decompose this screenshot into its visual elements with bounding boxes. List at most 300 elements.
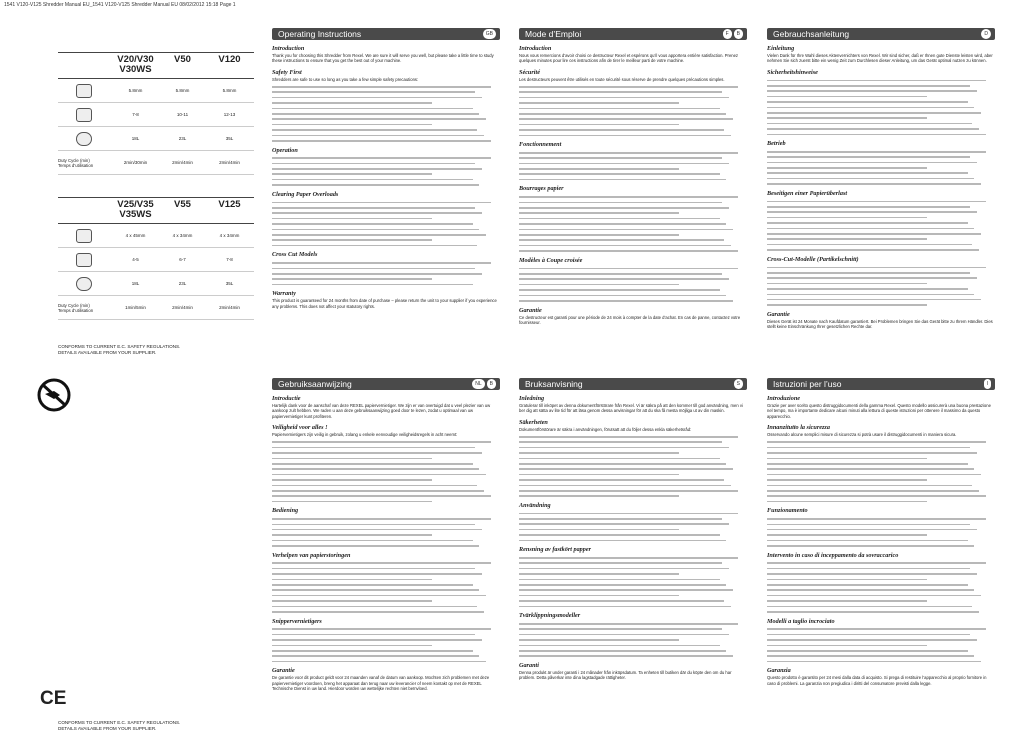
section-heading: Veiligheid voor alles ! [272,424,328,432]
text-line [272,540,473,542]
text-line [519,589,733,591]
spec-value: 7-8 [132,112,139,117]
section-heading: Garantie [767,310,790,318]
text-line [767,201,986,203]
text-line [272,273,482,275]
section-text: Hartelijk dank voor de aanschaf van deze REXEL papiervernietiger. We zijn er van overtuigd dat u veel plezier van uw aankoop zult hebben. We raden u aan deze gebruiksaanwijzing goed door te lezen, zodat u optimaal van uw papiervernietiger kunt profiteren. [272,403,491,419]
text-line [519,557,738,559]
text-line [767,267,986,269]
model-name: V20/V30 V30WS [117,54,154,75]
text-line [767,206,970,208]
text-line [272,573,482,575]
spec-value: 7-8 [226,257,233,262]
spec-value: 2min/4min [172,160,193,165]
language-badge: F [723,29,732,39]
text-line [519,639,679,641]
text-line [519,458,720,460]
text-line [519,91,722,93]
text-line [272,229,479,231]
text-line [272,179,473,181]
text-line [767,518,986,520]
conformity-note-bottom: CONFORMS TO CURRENT E.C. SAFETY REGULATIONS. DETAILS AVAILABLE FROM YOUR SUPPLIER. [58,720,181,731]
text-line [519,436,738,438]
text-line [519,600,724,602]
text-line [272,645,432,647]
text-line [767,211,977,213]
text-line [272,529,482,531]
section-text: Osservando alcune semplici misure di sicurezza si potrà usare il distruggidocumenti in maniera sicura. [767,432,957,438]
spec-table-header [58,197,254,224]
ce-mark: CE [40,688,67,709]
text-line [767,217,927,219]
text-line [272,223,473,225]
text-line [272,278,432,280]
spec-value: 4 x 34mm [219,233,240,238]
text-line [767,288,968,290]
text-line [519,529,679,531]
section-heading: Beseitigen einer Papierüberlast [767,189,848,197]
text-line [767,85,970,87]
text-line [272,239,432,241]
text-line [519,179,726,181]
text-line [272,485,477,487]
section-text: Gratulerar till inköpet av denna dokumentförstörare från Rexel. Vi är säkra på att den kommer till god användning, men vi ber dig att sätta av lite tid för att läsa genom dessa anvisningar för att du ska få mesta möjliga ut av din maskin. [519,403,743,414]
spec-row-duty [58,151,254,175]
text-line [272,479,432,481]
spec-value: 18L [131,281,140,286]
text-line [519,490,738,492]
text-line [767,272,970,274]
section-title-bar [519,28,747,40]
text-line [272,268,475,270]
text-line [272,589,479,591]
text-line [272,118,486,120]
text-line [272,91,475,93]
text-line [272,202,491,204]
text-line [519,202,722,204]
text-line [767,283,927,285]
section-title-bar [272,28,500,40]
text-line [272,97,482,99]
text-line [767,277,977,279]
text-line [767,634,970,636]
section-heading: Funzionamento [767,507,808,515]
text-line [519,534,720,536]
text-line [519,207,729,209]
text-line [767,117,927,119]
text-line [519,245,731,247]
spec-value: 6-7 [179,257,186,262]
text-line [519,196,738,198]
text-line [767,123,972,125]
section-title-bar [767,28,995,40]
column-gb [272,28,500,309]
spec-value: 4-5 [132,257,139,262]
text-line [767,501,927,503]
text-line [767,661,981,663]
text-line [767,562,986,564]
spec-value: 18L [131,136,140,141]
spec-row-sheets [58,103,254,127]
text-line [519,300,733,302]
text-line [767,233,981,235]
text-line [767,611,979,613]
text-line [767,96,927,98]
text-line [272,579,432,581]
text-line [519,173,720,175]
text-line [767,650,968,652]
text-line [272,661,486,663]
text-line [767,645,927,647]
section-heading: Innanzitutto la sicurezza [767,424,830,432]
text-line [272,501,432,503]
text-line [519,441,722,443]
spec-value: 5.8mm [128,88,143,93]
text-line [767,178,974,180]
section-heading: Sicherheitshinweise [767,68,818,76]
text-line [519,168,679,170]
duty-cycle-label: Duty Cycle (min) Temps d’utilisation [58,302,94,313]
text-line [519,595,679,597]
spec-table-header [58,52,254,79]
text-line [272,490,484,492]
text-line [519,163,729,165]
duty-cycle-label: Duty Cycle (min) Temps d’utilisation [58,157,94,168]
text-line [519,463,726,465]
text-line [272,474,486,476]
conformity-note: CONFORMS TO CURRENT E.C. SAFETY REGULATIONS. DETAILS AVAILABLE FROM YOUR SUPPLIER. [58,344,181,355]
text-line [767,101,968,103]
spec-value: 35L [225,136,234,141]
text-line [519,284,679,286]
model-name: V120 [218,54,241,65]
section-text: Thank you for choosing this Shredder from Rexel. We are sure it will serve you well, but please take a little time to study these instructions to ensure that you get the best out of your machine. [272,53,494,64]
text-line [519,447,729,449]
text-line [272,568,475,570]
text-line [272,534,432,536]
text-line [272,102,432,104]
text-line [272,468,479,470]
section-heading: Cross Cut Models [272,251,318,259]
text-line [519,118,733,120]
text-line [519,650,726,652]
section-title-bar [519,378,747,390]
section-heading: Safety First [272,68,302,76]
text-line [272,262,491,264]
spec-row-cut [58,224,254,248]
spec-row-bin [58,272,254,296]
text-line [272,628,491,630]
text-line [767,151,986,153]
section-heading: Sécurité [519,68,540,76]
text-line [519,86,738,88]
spec-value: 5.8mm [222,88,237,93]
text-line [519,584,726,586]
spec-value: 23L [178,136,187,141]
text-line [519,568,729,570]
text-line [767,294,974,296]
section-heading: Inledning [519,395,545,402]
text-line [767,134,986,136]
column-nl [272,378,500,692]
language-badge: NL [472,379,484,389]
text-line [519,295,726,297]
text-line [767,299,981,301]
text-line [272,441,491,443]
section-title-bar [767,378,995,390]
section-heading: Fonctionnement [519,141,562,149]
text-line [519,540,726,542]
spec-table-1 [58,52,254,175]
section-text: Vielen Dank für Ihre Wahl dieses Aktenvernichters von Rexel. Wir sind sicher, daß er Ihnen gute Dienste leisten wird, aber nehmen Sie sich zuerst bitte ein wenig Zeit zum Durchlesen dieser Anleitung, um das Gerät optimal nutzen zu können. [767,53,993,64]
text-line [767,112,981,114]
text-line [272,129,477,131]
section-text: Dieses Gerät ist 24 Monate nach Kaufdatum garantiert. Bei Problemen bringen Sie das Gerät bitte zu Ihrem Händler. Dies stellt keine Einschränkung Ihrer gesetzlichen Rechte dar. [767,318,993,330]
text-line [519,223,726,225]
section-heading: Modelli a taglio incrociato [767,617,835,625]
spec-value: 4 x 34mm [172,233,193,238]
text-line [272,284,473,286]
section-heading: Bourrages papier [519,185,564,193]
text-line [272,458,432,460]
text-line [272,135,484,137]
text-line [519,452,679,454]
text-line [767,458,927,460]
text-line [767,540,968,542]
sheet-capacity-icon [76,253,92,267]
section-title: Istruzioni per l’uso [773,379,842,389]
model-name: V55 [174,199,191,210]
text-line [767,156,970,158]
section-text: Nous vous remercions d’avoir choisi ce destructeur Rexel et espérons qu’il vous apportera entière satisfaction. Prenez quelques minutes pour lire ces instructions afin de tirer le meilleur parti de votre machine. [519,53,739,64]
spec-value: 23L [178,281,187,286]
text-line [767,452,977,454]
sheet-cut-icon [76,84,92,98]
text-line [519,573,679,575]
text-line [767,183,981,185]
text-line [767,162,977,164]
text-line [767,90,977,92]
text-line [519,97,729,99]
section-heading: Introduction [272,45,305,52]
text-line [519,135,731,137]
language-badge: I [984,379,991,389]
text-line [272,157,491,159]
text-line [272,86,491,88]
section-heading: Garantie [519,306,542,314]
section-heading: Operation [272,146,298,154]
text-line [519,513,738,515]
model-name: V25/V35 V35WS [117,199,154,220]
text-line [767,80,986,82]
section-heading: Snippervernietigers [272,617,322,625]
text-line [519,108,720,110]
text-line [767,628,986,630]
section-text: Grazie per aver scelto questo distruggidocumenti della gamma Rexel. Questo modello assicurerà una buona prestazione nel tempo, ma è importante dedicare alcuni minuti alla lettura di queste istruzioni per ottenere il massimo da questo apparecchio. [767,403,991,419]
text-line [272,113,479,115]
section-heading: Clearing Paper Overloads [272,190,339,198]
text-line [519,606,731,608]
text-line [519,273,722,275]
text-line [519,113,726,115]
text-line [272,212,482,214]
text-line [519,479,724,481]
text-line [767,304,927,306]
section-heading: Betrieb [767,140,786,148]
text-line [767,441,986,443]
text-line [272,562,491,564]
spec-value: 2min/4min [219,305,240,310]
text-line [767,529,977,531]
text-line [767,447,970,449]
model-name: V50 [174,54,191,65]
text-line [272,245,477,247]
text-line [519,289,720,291]
section-heading: Rensning av fastkört papper [519,546,592,554]
section-heading: Introductie [272,395,301,402]
text-line [519,495,679,497]
text-line [272,207,475,209]
text-line [519,234,679,236]
section-heading: Tvärklippningsmodeller [519,612,581,620]
model-name: V125 [218,199,241,210]
text-line [519,645,720,647]
spec-value: 2min/30min [123,160,148,165]
text-line [272,518,491,520]
text-line [272,184,479,186]
spec-row-cut [58,79,254,103]
spec-value: 5.8mm [175,88,190,93]
text-line [272,639,482,641]
section-heading: Säkerheten [519,418,548,426]
text-line [519,157,722,159]
section-title: Gebrauchsanleitung [773,29,850,39]
section-heading: Cross-Cut-Modelle (Partikelschnitt) [767,255,859,263]
text-line [519,152,738,154]
text-line [767,128,979,130]
section-title-bar [272,378,500,390]
sheet-capacity-icon [76,108,92,122]
text-line [272,108,473,110]
spec-value: 1min/5min [125,305,146,310]
text-line [519,518,722,520]
text-line [519,634,729,636]
section-text: Shredders are safe to use so long as you take a few simple safety precautions: [272,76,419,82]
section-text: Papiervernietigers zijn veilig in gebruik, zolang u enkele eenvoudige veiligheidsregels in acht neemt: [272,432,458,438]
spec-value: 35L [225,281,234,286]
section-heading: Modèles à Coupe croisée [519,256,583,264]
language-badge: D [981,29,991,39]
text-line [767,595,981,597]
text-line [272,634,475,636]
text-line [519,229,733,231]
text-line [767,172,968,174]
text-line [767,490,979,492]
section-title: Gebruiksaanwijzing [278,379,352,389]
section-text: De garantie voor dit product geldt voor 24 maanden vanaf de datum van aankoop. Mochten zich problemen met deze papiervernietiger voordoen, breng het apparaat dan terug naar uw leverancier of neem kontakt op met de REXEL Technische Dienst in uw land. Hierdoor worden uw wettelijke rechten niet beïnvloed. [272,675,490,692]
text-line [519,485,731,487]
text-line [519,268,738,270]
text-line [767,228,974,230]
section-text: Denna produkt är under garanti i 24 månader från inköpsdatum. Ta enheten till butiken där du köpte den om du har problem. Detta påverkar inte dina lagstadgade rättigheter. [519,669,732,681]
text-line [519,129,724,131]
section-heading: Warranty [272,290,296,298]
text-line [519,655,733,657]
section-heading: Verhelpen van papierstoringen [272,551,351,559]
text-line [767,222,968,224]
text-line [767,545,974,547]
section-heading: Garanti [519,661,539,669]
text-line [272,140,491,142]
spec-value: 2min/4min [172,305,193,310]
text-line [519,278,729,280]
section-heading: Garantie [272,667,295,675]
text-line [519,250,738,252]
text-line [272,606,477,608]
text-line [519,468,733,470]
spec-row-sheets [58,248,254,272]
text-line [767,639,977,641]
text-line [272,234,486,236]
text-line [519,623,738,625]
text-line [272,584,473,586]
spec-row-bin [58,127,254,151]
page-header: 1541 V120-V125 Shredder Manual EU_1541 V120-V125 Shredder Manual EU 08/02/2012 15:18 Page 1 [4,2,236,8]
text-line [272,463,473,465]
spec-value: 2min/4min [219,160,240,165]
section-text: Les destructeurs peuvent être utilisés en toute sécurité sous réserve de prendre quelques précautions simples. [519,76,725,82]
section-title: Mode d’Emploi [525,29,582,39]
text-line [767,238,927,240]
text-line [767,474,981,476]
text-line [519,102,679,104]
text-line [272,452,482,454]
section-text: This product is guaranteed for 24 months from date of purchase – please return the unit to your supplier if you experience any problems. This does not affect your statutory rights. [272,298,497,309]
text-line [519,212,679,214]
text-line [272,595,486,597]
language-badge: S [734,379,743,389]
text-line [519,474,679,476]
section-heading: Användning [519,501,551,509]
text-line [767,584,968,586]
text-line [519,124,679,126]
text-line [272,447,475,449]
text-line [519,218,720,220]
text-line [519,628,722,630]
column-it [767,378,995,686]
column-se [519,378,747,681]
text-line [767,606,972,608]
section-text: Ce destructeur est garanti pour une période de 24 mois à compter de la date d’achat. En cas de panne, contactez votre fournisseur. [519,314,741,325]
text-line [767,167,927,169]
section-text: Questo prodotto è garantito per 24 mesi dalla data di acquisto. Si prega di restituire l’apparecchio al proprio fornitore in caso di problemi. La garanzia non pregiudica i diritti del consumatore previsti dalla legge. [767,675,987,686]
text-line [767,655,974,657]
text-line [272,600,432,602]
column-fr [519,28,747,325]
section-heading: Einleitung [767,45,795,52]
text-line [767,534,927,536]
spec-row-duty [58,296,254,320]
section-text: Dokumentförstörare är säkra i användningen, förutsatt att du följer dessa enkla säkerhetsråd: [519,426,692,432]
text-line [272,655,479,657]
text-line [272,650,473,652]
text-line [767,568,970,570]
text-line [767,524,970,526]
text-line [767,600,927,602]
text-line [767,468,974,470]
no-oil-icon [36,377,72,413]
text-line [272,611,484,613]
